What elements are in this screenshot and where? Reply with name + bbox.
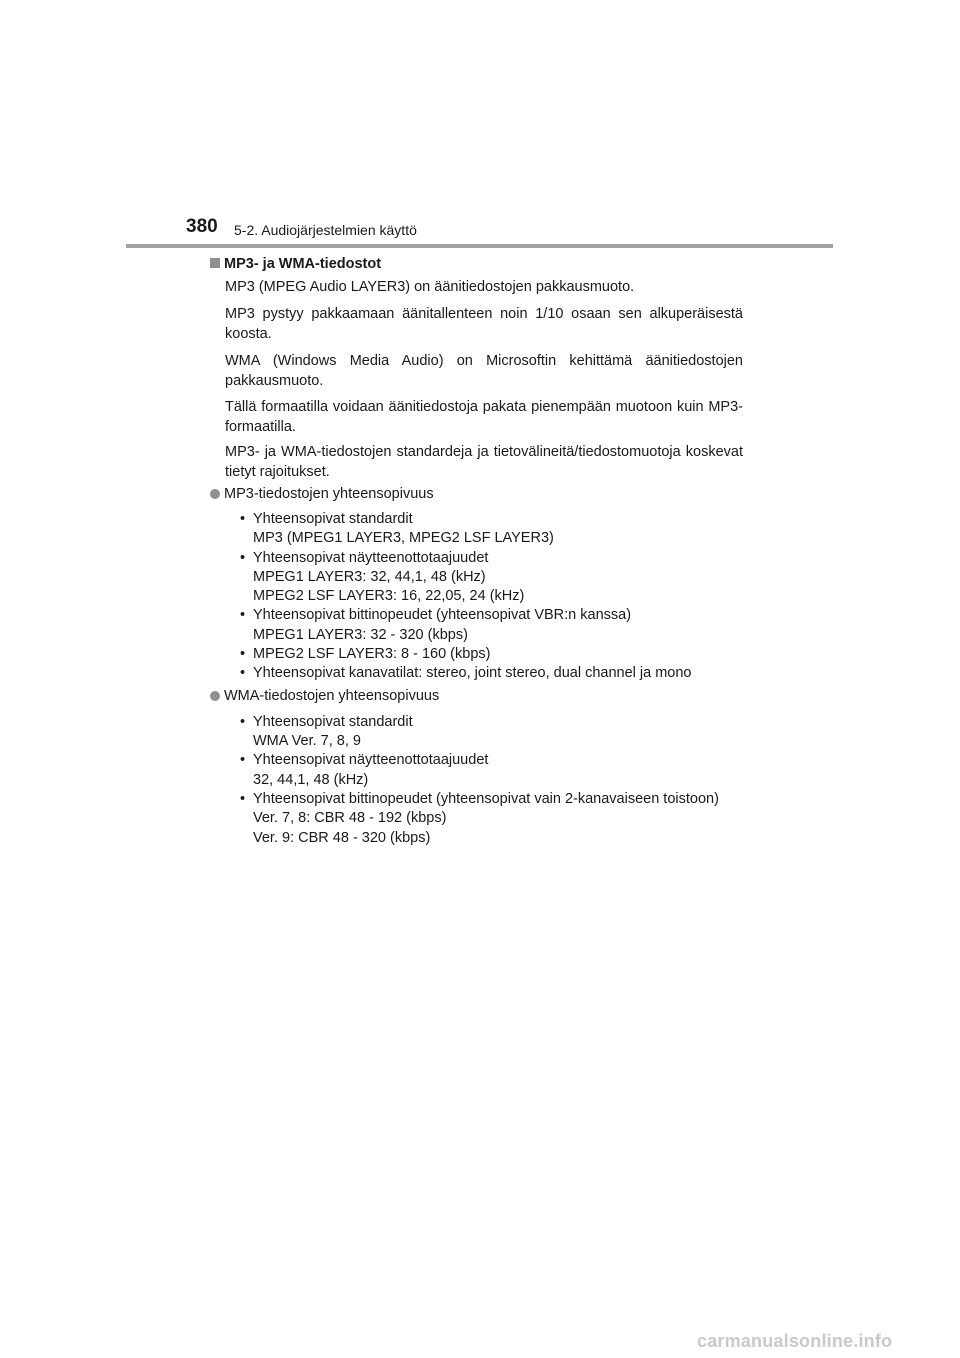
list-item (240, 664, 692, 684)
list-item (240, 549, 488, 569)
list-item-label: MPEG2 LSF LAYER3: 8 - 160 (kbps) (253, 646, 491, 662)
bullet-dot-icon: • (240, 665, 246, 681)
list-item-label: Yhteensopivat standardit (253, 511, 413, 527)
list-item (240, 713, 413, 733)
paragraph: MP3 pystyy pakkaamaan äänitallenteen noin 1/10 osaan sen alkuperäisestä koosta. (225, 306, 743, 342)
list-item (240, 606, 631, 626)
chapter-title: 5-2. Audiojärjestelmien käyttö (234, 222, 417, 238)
paragraph: MP3 (MPEG Audio LAYER3) on äänitiedostojen pakkausmuoto. (225, 279, 635, 295)
circle-bullet-icon (210, 489, 220, 499)
list-item-detail: MPEG1 LAYER3: 32 - 320 (kbps) (253, 627, 468, 643)
square-bullet-icon (210, 258, 220, 268)
wma-heading (210, 687, 439, 707)
list-item-detail: MPEG2 LSF LAYER3: 16, 22,05, 24 (kHz) (253, 588, 525, 604)
section-heading (210, 255, 381, 275)
page-number: 380 (186, 216, 218, 237)
watermark-link[interactable]: carmanualsonline.info (697, 1331, 893, 1351)
list-item-detail: MPEG1 LAYER3: 32, 44,1, 48 (kHz) (253, 569, 486, 585)
list-item-label: Yhteensopivat näytteenottotaajuudet (253, 752, 489, 768)
paragraph: MP3- ja WMA-tiedostojen standardeja ja tietovälineitä/tiedostomuotoja koskevat tietyt rajoitukset. (225, 444, 743, 480)
list-item-label: Yhteensopivat standardit (253, 714, 413, 730)
paragraph: Tällä formaatilla voidaan äänitiedostoja pakata pienempään muotoon kuin MP3-formaatilla. (225, 399, 743, 435)
circle-bullet-icon (210, 691, 220, 701)
list-item (240, 645, 490, 665)
list-item-label: Yhteensopivat kanavatilat: stereo, joint stereo, dual channel ja mono (253, 665, 692, 681)
mp3-heading (210, 485, 434, 505)
bullet-dot-icon: • (240, 752, 246, 768)
list-item (240, 510, 413, 530)
list-item-detail: Ver. 7, 8: CBR 48 - 192 (kbps) (253, 810, 447, 826)
list-item-detail: MP3 (MPEG1 LAYER3, MPEG2 LSF LAYER3) (253, 530, 554, 546)
list-item (240, 790, 719, 810)
section-title: MP3- ja WMA-tiedostot (224, 256, 382, 272)
mp3-title: MP3-tiedostojen yhteensopivuus (224, 486, 434, 502)
list-item-label: Yhteensopivat bittinopeudet (yhteensopivat vain 2-kanavaiseen toistoon) (253, 791, 719, 807)
bullet-dot-icon: • (240, 511, 246, 527)
list-item-label: Yhteensopivat näytteenottotaajuudet (253, 550, 489, 566)
list-item-detail: WMA Ver. 7, 8, 9 (253, 733, 361, 749)
list-item (240, 751, 488, 771)
wma-title: WMA-tiedostojen yhteensopivuus (224, 688, 440, 704)
paragraph: WMA (Windows Media Audio) on Microsoftin kehittämä äänitiedostojen pakkausmuoto. (225, 353, 743, 389)
list-item-label: Yhteensopivat bittinopeudet (yhteensopivat VBR:n kanssa) (253, 607, 632, 623)
bullet-dot-icon: • (240, 550, 246, 566)
bullet-dot-icon: • (240, 607, 246, 623)
list-item-detail: Ver. 9: CBR 48 - 320 (kbps) (253, 830, 431, 846)
bullet-dot-icon: • (240, 714, 246, 730)
bullet-dot-icon: • (240, 791, 246, 807)
header-divider (126, 244, 833, 248)
list-item-detail: 32, 44,1, 48 (kHz) (253, 772, 369, 788)
bullet-dot-icon: • (240, 646, 246, 662)
